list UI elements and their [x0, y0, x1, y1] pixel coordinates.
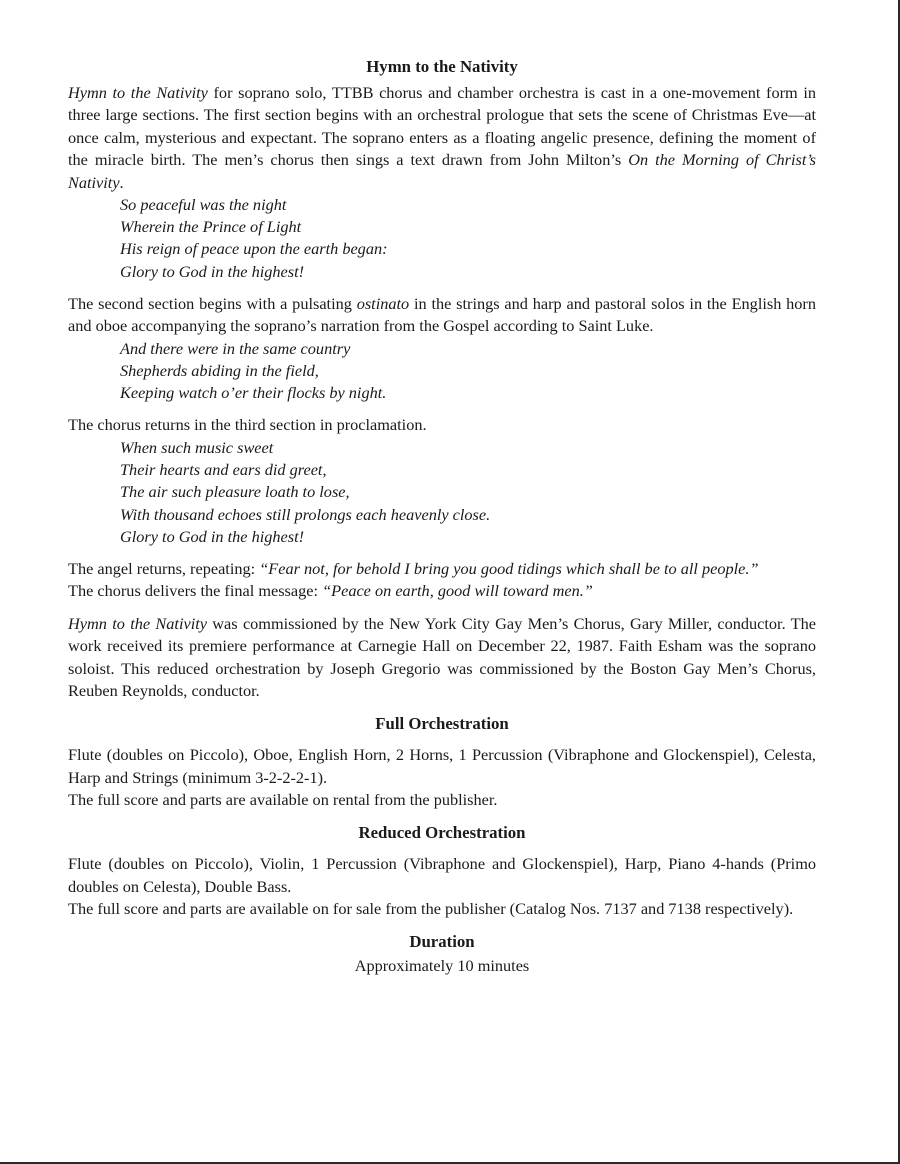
verse-line: And there were in the same country: [120, 338, 351, 358]
commission-paragraph: [68, 613, 816, 703]
verse-line: Shepherds abiding in the field,: [120, 361, 319, 381]
duration-value: Approximately 10 minutes: [354, 956, 530, 976]
intro-paragraph: [68, 82, 816, 195]
verse-line: Glory to God in the highest!: [120, 261, 305, 281]
verse-line: The air such pleasure loath to lose,: [120, 482, 350, 502]
angel-text: The angel returns, repeating:: [68, 558, 260, 578]
full-orchestration-availability: The full score and parts are available on rental from the publisher.: [68, 790, 498, 810]
verse-line: With thousand echoes still prolongs each heavenly close.: [120, 504, 491, 524]
angel-quote: “Fear not, for behold I bring you good tidings which shall be to all people.”: [259, 558, 759, 578]
commission-text: was commissioned by the New York City Gay Men’s Chorus, Gary Miller, conductor. The work received its premiere performance at Carnegie Hall on December 22, 1987. Faith Esham was the soprano soloist. This reduced orchestration by Joseph Gregorio was commissioned by the Boston Gay Men’s Chorus, Reuben Reynolds, conductor.: [68, 613, 816, 701]
verse-line: Their hearts and ears did greet,: [120, 460, 327, 480]
duration-heading: Duration: [409, 931, 475, 951]
section-three-paragraph: The chorus returns in the third section in proclamation.: [68, 415, 427, 435]
section-two-text: The second section begins with a pulsating: [68, 293, 357, 313]
full-orchestration-heading: Full Orchestration: [375, 713, 509, 733]
full-orchestration-instruments: Flute (doubles on Piccolo), Oboe, English Horn, 2 Horns, 1 Percussion (Vibraphone and Glockenspiel), Celesta, Harp and Strings (minimum 3-2-2-2-1).: [68, 745, 816, 787]
verse-line: Keeping watch o’er their flocks by night.: [120, 383, 387, 403]
milton-title: On the Morning of Christ’s Nativity: [68, 150, 816, 192]
commission-work-title: Hymn to the Nativity: [68, 613, 207, 633]
intro-text: for soprano solo, TTBB chorus and chamber orchestra is cast in a one-movement form in three large sections. The first section begins with an orchestral prologue that sets the scene of Christmas Eve—at once calm, mysterious and expectant. The soprano enters as a floating angelic presence, defining the moment of the miracle birth. The men’s chorus then sings a text drawn from John Milton’s: [68, 82, 816, 169]
page-title: Hymn to the Nativity: [366, 57, 518, 76]
intro-text-end: .: [119, 172, 124, 192]
chorus-message-quote: “Peace on earth, good will toward men.”: [322, 581, 593, 601]
reduced-orchestration-instruments: Flute (doubles on Piccolo), Violin, 1 Percussion (Vibraphone and Glockenspiel), Harp, Piano 4-hands (Primo doubles on Celesta), Double Bass.: [68, 854, 816, 896]
ostinato-term: ostinato: [356, 293, 410, 313]
verse-milton: [120, 194, 816, 283]
document-content: [68, 56, 816, 978]
section-two-paragraph: [68, 293, 816, 338]
verse-luke: [120, 338, 816, 405]
verse-chorus: [120, 437, 816, 548]
intro-work-title: Hymn to the Nativity: [68, 82, 208, 102]
verse-line: Glory to God in the highest!: [120, 526, 305, 546]
section-two-text-end: in the strings and harp and pastoral solos in the English horn and oboe accompanying the soprano’s narration from the Gospel according to Saint Luke.: [68, 293, 816, 336]
reduced-orchestration-availability: The full score and parts are available on for sale from the publisher (Catalog Nos. 7137 and 7138 respectively).: [68, 899, 794, 919]
angel-paragraph: [68, 558, 816, 603]
reduced-orchestration-heading: Reduced Orchestration: [358, 822, 526, 842]
verse-line: Wherein the Prince of Light: [120, 217, 302, 237]
chorus-message-text: The chorus delivers the final message:: [68, 581, 323, 601]
verse-line: So peaceful was the night: [120, 195, 287, 214]
verse-line: When such music sweet: [120, 437, 274, 457]
verse-line: His reign of peace upon the earth began:: [120, 239, 388, 259]
